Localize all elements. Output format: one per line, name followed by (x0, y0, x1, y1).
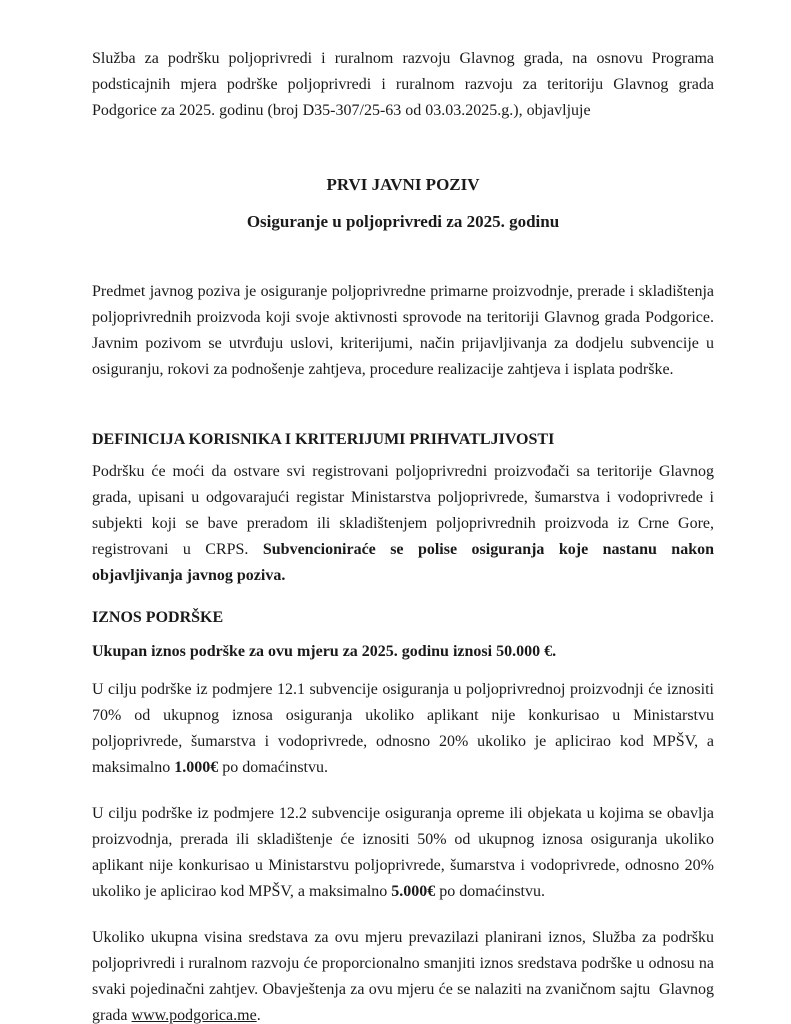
podmjera-122-text-end: po domaćinstvu. (435, 883, 545, 900)
iznos-section-heading: IZNOS PODRŠKE (92, 609, 224, 626)
podmjera-122-text: U cilju podrške iz podmjere 12.2 subvencije osiguranja opreme ili objekata u kojima se obavlja proizvodnja, prerada ili skladištenje će iznositi 50% od ukupnog iznosa osiguranja ukoliko aplikant nije konkurisao u Ministarstvu poljoprivrede, šumarstva i vodoprivrede, odnosno 20% ukoliko je aplicirao kod MPŠV, a maksimalno (92, 805, 714, 900)
zavrsni-paragraph (92, 925, 714, 1024)
definicija-text: Podršku će moći da ostvare svi registrovani poljoprivredni proizvođači sa teritorije Glavnog grada, upisani u odgovarajući registar Ministarstva poljoprivrede, šumarstva i vodoprivrede i subjekti koji se bave preradom ili skladištenjem poljoprivrednih proizvoda iz Crne Gore, registrovani u CRPS. (92, 463, 714, 558)
podmjera-121-text-end: po domaćinstvu. (218, 759, 328, 776)
intro-paragraph: Služba za podršku poljoprivredi i ruralnom razvoju Glavnog grada, na osnovu Programa podsticajnih mjera podrške poljoprivredi i ruralnom razvoju za teritoriju Glavnog grada Podgorice za 2025. godinu (broj D35-307/25-63 od 03.03.2025.g.), objavljuje (92, 50, 714, 119)
podmjera-122-amount: 5.000€ (391, 883, 436, 900)
zavrsni-text-end: . (256, 1007, 261, 1024)
podgorica-website-link[interactable]: www.podgorica.me (131, 1007, 257, 1024)
iznos-total-line: Ukupan iznos podrške za ovu mjeru za 2025. godinu iznosi 50.000 €. (92, 643, 557, 660)
podmjera-122-paragraph (92, 801, 714, 905)
zavrsni-text: Ukoliko ukupna visina sredstava za ovu mjeru prevazilazi planirani iznos, Služba za podršku poljoprivredi i ruralnom razvoju će proporcionalno smanjiti iznos sredstava podrške u odnosu na svaki pojedinačni zahtjev. Obavještenja za ovu mjeru će se nalaziti na zvaničnom sajtu Glavnog grada (92, 929, 714, 1024)
document-subtitle: Osiguranje u poljoprivredi za 2025. godinu (246, 212, 560, 231)
document-title: PRVI JAVNI POZIV (326, 175, 480, 194)
podmjera-121-paragraph (92, 677, 714, 781)
predmet-paragraph: Predmet javnog poziva je osiguranje poljoprivredne primarne proizvodnje, prerade i skladištenja poljoprivrednih proizvoda koji svoje aktivnosti sprovode na teritoriji Glavnog grada Podgorice. Javnim pozivom se utvrđuju uslovi, kriterijumi, način prijavljivanja za dodjelu subvencije u osiguranju, rokovi za podnošenje zahtjeva, procedure realizacije zahtjeva i isplata podrške. (92, 283, 714, 378)
definicija-bold-sentence: Subvencioniraće se polise osiguranja koje nastanu nakon objavljivanja javnog poziva. (92, 541, 714, 584)
definicija-section-heading: DEFINICIJA KORISNIKA I KRITERIJUMI PRIHVATLJIVOSTI (92, 431, 555, 448)
podmjera-121-text: U cilju podrške iz podmjere 12.1 subvencije osiguranja u poljoprivrednoj proizvodnji će iznositi 70% od ukupnog iznosa osiguranja ukoliko aplikant nije konkurisao u Ministarstvu poljoprivrede, šumarstva i vodoprivrede, odnosno 20% ukoliko je aplicirao kod MPŠV, a maksimalno (92, 681, 714, 776)
podmjera-121-amount: 1.000€ (174, 759, 219, 776)
definicija-paragraph (92, 459, 714, 589)
